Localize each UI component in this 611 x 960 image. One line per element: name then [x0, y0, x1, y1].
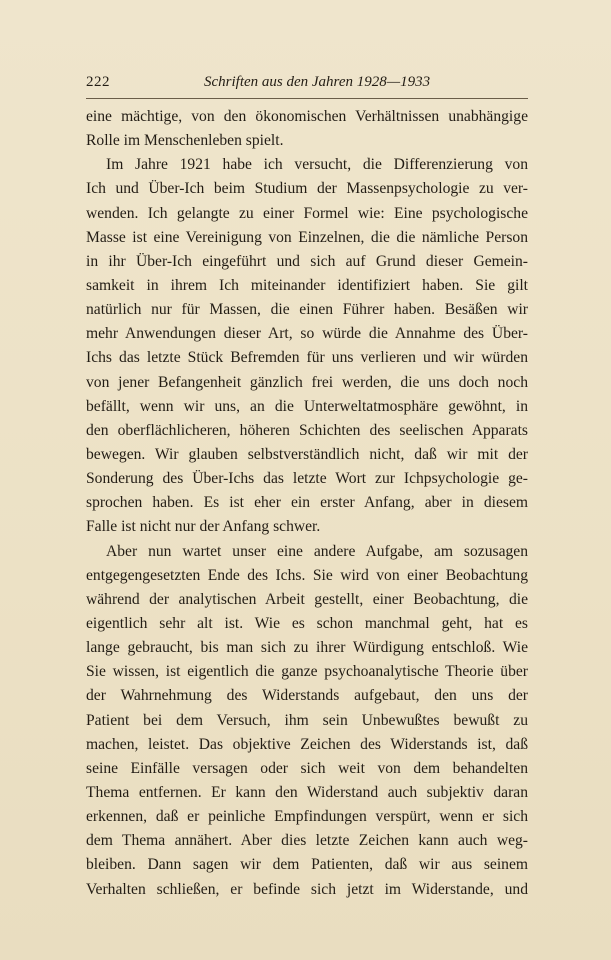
text-line: sprochen haben. Es ist eher ein erster Anfang, aber in diesem — [86, 494, 528, 512]
text-line: wenden. Ich gelangte zu einer Formel wie: Eine psychologische — [86, 204, 528, 222]
text-line: in ihr Über-Ich eingeführt und sich auf Grund dieser Gemein- — [86, 252, 528, 270]
text-line: Rolle im Menschenleben spielt. — [86, 132, 284, 150]
text-line: von jener Befangenheit gänzlich frei werden, die uns doch noch — [86, 373, 528, 391]
text-line: Verhalten schließen, er befinde sich jetzt im Widerstande, und — [86, 880, 528, 898]
text-line: eine mächtige, von den ökonomischen Verhältnissen unabhängige — [86, 108, 528, 125]
text-line: bewegen. Wir glauben selbstverständlich nicht, daß wir mit der — [86, 445, 528, 463]
text-line: Falle ist nicht nur der Anfang schwer. — [86, 518, 321, 536]
text-line: dem Thema annähert. Aber dies letzte Zeichen kann auch weg- — [86, 832, 528, 850]
text-line: bleiben. Dann sagen wir dem Patienten, daß wir aus seinem — [86, 856, 528, 874]
running-title: Schriften aus den Jahren 1928—1933 — [204, 74, 431, 90]
text-line: Sonderung des Über-Ichs das letzte Wort zur Ichpsychologie ge- — [86, 470, 528, 488]
page-header — [86, 70, 528, 96]
header-rule — [86, 98, 528, 99]
text-line: Ichs das letzte Stück Befremden für uns verlieren und wir würden — [86, 349, 528, 367]
text-line: natürlich nur für Massen, die einen Führer haben. Besäßen wir — [86, 301, 528, 319]
text-line: den oberflächlicheren, höheren Schichten des seelischen Apparats — [86, 421, 528, 439]
text-line: befällt, wenn wir uns, an die Unterweltatmosphäre gewöhnt, in — [86, 397, 528, 415]
text-line: lange gebraucht, bis man sich zu ihrer Würdigung entschloß. Wie — [86, 639, 528, 657]
text-line: Sie wissen, ist eigentlich die ganze psychoanalytische Theorie über — [86, 663, 528, 681]
text-line: Aber nun wartet unser eine andere Aufgabe, am sozusagen — [106, 542, 528, 560]
text-line: machen, leistet. Das objektive Zeichen des Widerstands ist, daß — [86, 735, 528, 753]
text-line: erkennen, daß er peinliche Empfindungen verspürt, wenn er sich — [86, 808, 528, 826]
text-line: Masse ist eine Vereinigung von Einzelnen, die die nämliche Person — [86, 228, 528, 246]
text-line: mehr Anwendungen dieser Art, so würde die Annahme des Über- — [86, 325, 528, 343]
text-line: Im Jahre 1921 habe ich versucht, die Differenzierung von — [106, 156, 528, 174]
text-line: eigentlich sehr alt ist. Wie es schon manchmal geht, hat es — [86, 614, 528, 632]
text-line: während der analytischen Arbeit gestellt, einer Beobachtung, die — [86, 590, 528, 608]
text-line: Patient bei dem Versuch, ihm sein Unbewußtes bewußt zu — [86, 711, 528, 729]
text-line: seine Einfälle versagen oder sich weit von dem behandelten — [86, 759, 528, 777]
text-line: Thema entfernen. Er kann den Widerstand auch subjektiv daran — [86, 783, 528, 801]
page-number: 222 — [86, 74, 110, 90]
text-line: der Wahrnehmung des Widerstands aufgebaut, den uns der — [86, 687, 528, 705]
text-line: entgegengesetzten Ende des Ichs. Sie wird von einer Beobachtung — [86, 566, 528, 584]
body-text — [86, 105, 528, 902]
text-line: samkeit in ihrem Ich miteinander identifiziert haben. Sie gilt — [86, 276, 528, 294]
text-line: Ich und Über-Ich beim Studium der Massenpsychologie zu ver- — [86, 180, 528, 198]
